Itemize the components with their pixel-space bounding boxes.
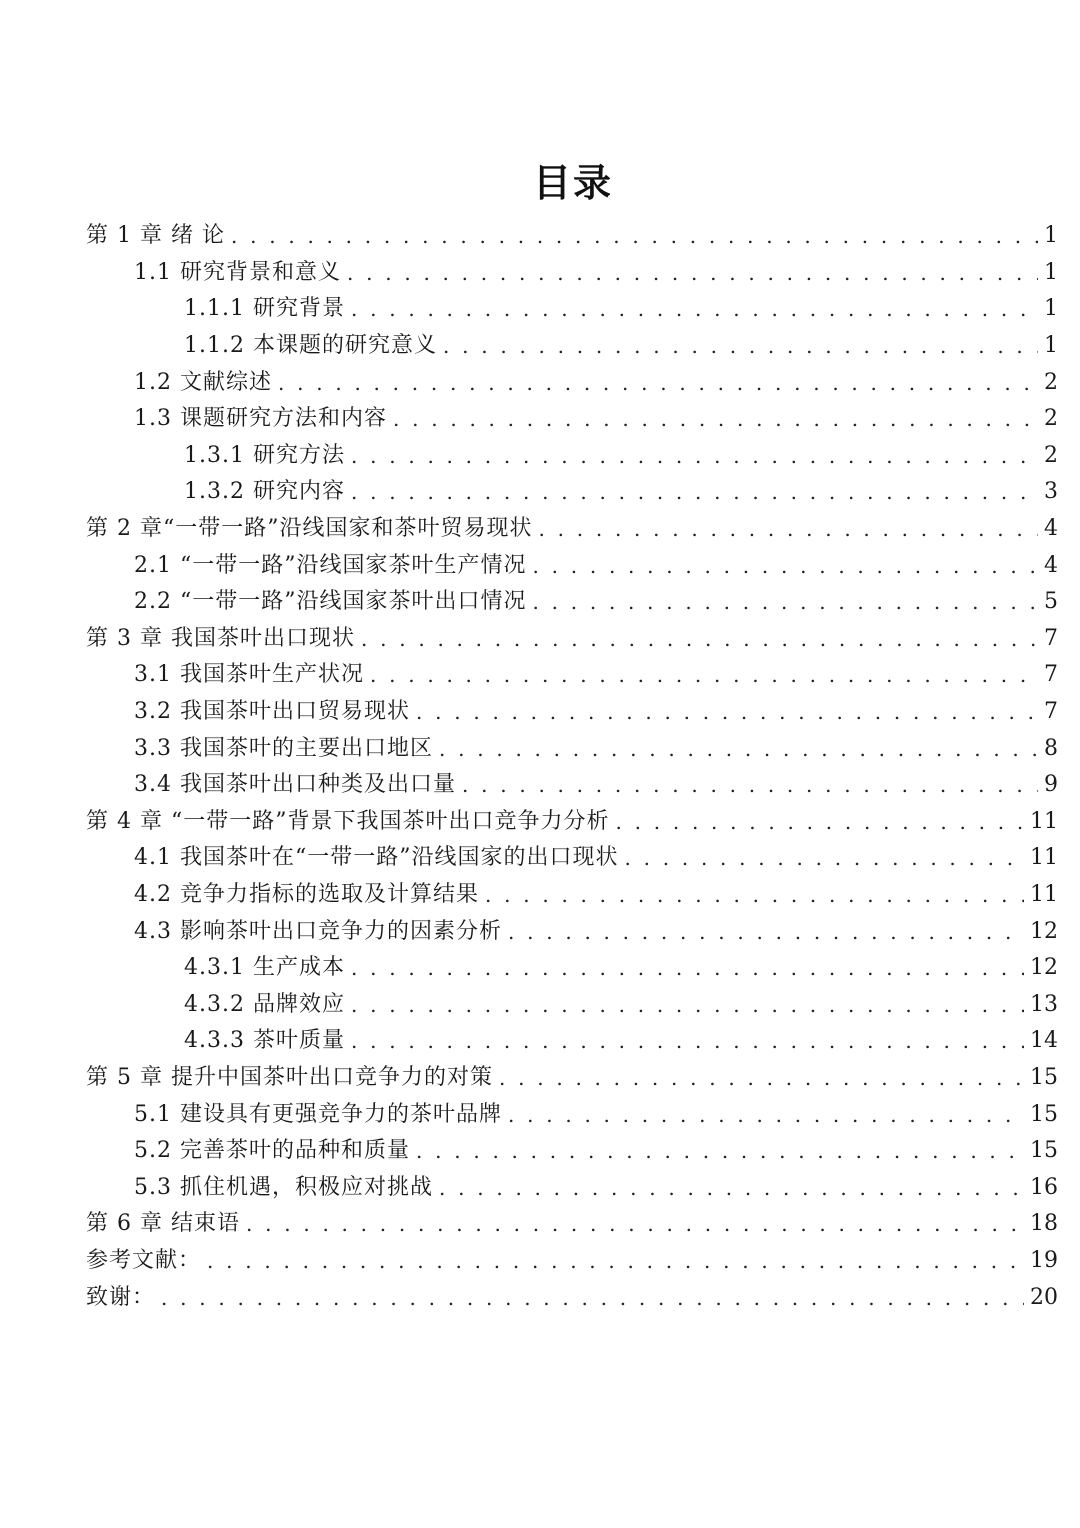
- toc-leader-dots: [499, 1060, 1024, 1096]
- toc-entry[interactable]: [0, 1279, 1080, 1316]
- toc-entry[interactable]: [0, 511, 1080, 548]
- toc-entry-page-number: 9: [1044, 772, 1058, 798]
- toc-leader-dots: [351, 1023, 1024, 1059]
- toc-entry[interactable]: [0, 584, 1080, 621]
- toc-leader-dots: [393, 401, 1038, 437]
- toc-leader-dots: [278, 365, 1038, 401]
- toc-entry-text: 2.2 “一带一路”沿线国家茶叶出口情况: [134, 589, 527, 615]
- toc-entry-text: 1.3 课题研究方法和内容: [134, 406, 387, 432]
- toc-entry-text: 4.3.1 生产成本: [184, 955, 345, 981]
- toc-entry[interactable]: [0, 328, 1080, 365]
- toc-entry-page-number: 14: [1030, 1028, 1058, 1054]
- toc-leader-dots: [532, 548, 1038, 584]
- toc-leader-dots: [161, 1280, 1024, 1316]
- toc-entry-page-number: 12: [1030, 955, 1058, 981]
- toc-leader-dots: [443, 328, 1038, 364]
- toc-leader-dots: [416, 694, 1038, 730]
- toc-leader-dots: [532, 584, 1038, 620]
- toc-entry-text: 1.3.1 研究方法: [184, 442, 345, 468]
- toc-entry[interactable]: [0, 1206, 1080, 1243]
- toc-entry-page-number: 7: [1044, 699, 1058, 725]
- toc-entry-text: 1.1 研究背景和意义: [134, 259, 341, 285]
- toc-entry-page-number: 11: [1030, 881, 1058, 907]
- toc-entry[interactable]: [0, 694, 1080, 731]
- toc-entry-page-number: 11: [1030, 808, 1058, 834]
- toc-entry[interactable]: [0, 218, 1080, 255]
- toc-leader-dots: [462, 767, 1038, 803]
- toc-entry[interactable]: [0, 1060, 1080, 1097]
- toc-leader-dots: [508, 914, 1024, 950]
- toc-entry-text: 1.1.2 本课题的研究意义: [184, 333, 437, 359]
- toc-leader-dots: [370, 657, 1038, 693]
- toc-leader-dots: [485, 877, 1024, 913]
- toc-leader-dots: [207, 1243, 1024, 1279]
- toc-leader-dots: [231, 218, 1038, 254]
- toc-entry-page-number: 2: [1044, 369, 1058, 395]
- toc-entry-text: 1.3.2 研究内容: [184, 479, 345, 505]
- toc-entry[interactable]: [0, 1096, 1080, 1133]
- toc-leader-dots: [351, 438, 1038, 474]
- toc-entry-page-number: 15: [1030, 1101, 1058, 1127]
- toc-leader-dots: [615, 804, 1024, 840]
- toc-entry-page-number: 8: [1044, 735, 1058, 761]
- toc-entry-page-number: 15: [1030, 1138, 1058, 1164]
- toc-entry[interactable]: [0, 364, 1080, 401]
- toc-entry-page-number: 7: [1044, 662, 1058, 688]
- toc-entry-text: 第 1 章 绪 论: [86, 223, 225, 249]
- toc-entry[interactable]: [0, 621, 1080, 658]
- toc-entry-text: 3.4 我国茶叶出口种类及出口量: [134, 772, 456, 798]
- toc-entry[interactable]: [0, 438, 1080, 475]
- toc-entry[interactable]: [0, 986, 1080, 1023]
- toc-entry-text: 1.2 文献综述: [134, 369, 272, 395]
- toc-leader-dots: [351, 987, 1024, 1023]
- toc-entry-page-number: 18: [1030, 1211, 1058, 1237]
- toc-leader-dots: [361, 621, 1038, 657]
- toc-leader-dots: [351, 474, 1038, 510]
- toc-leader-dots: [439, 1170, 1024, 1206]
- toc-entry-page-number: 12: [1030, 918, 1058, 944]
- page-title: 目录: [532, 161, 613, 205]
- toc-entry-page-number: 1: [1044, 223, 1058, 249]
- toc-leader-dots: [508, 1097, 1024, 1133]
- toc-leader-dots: [351, 291, 1038, 327]
- table-of-contents: [0, 218, 1080, 1316]
- toc-entry-page-number: 20: [1030, 1284, 1058, 1310]
- toc-entry[interactable]: [0, 804, 1080, 841]
- toc-entry-page-number: 15: [1030, 1064, 1058, 1090]
- toc-entry[interactable]: [0, 657, 1080, 694]
- toc-entry-text: 4.2 竞争力指标的选取及计算结果: [134, 881, 479, 907]
- toc-entry[interactable]: [0, 950, 1080, 987]
- toc-leader-dots: [439, 731, 1038, 767]
- toc-leader-dots: [416, 1133, 1024, 1169]
- toc-entry-text: 第 3 章 我国茶叶出口现状: [86, 625, 355, 651]
- toc-entry[interactable]: [0, 877, 1080, 914]
- toc-entry-page-number: 19: [1030, 1247, 1058, 1273]
- toc-entry-text: 5.2 完善茶叶的品种和质量: [134, 1138, 410, 1164]
- toc-entry[interactable]: [0, 1169, 1080, 1206]
- toc-entry-page-number: 16: [1030, 1174, 1058, 1200]
- toc-entry[interactable]: [0, 474, 1080, 511]
- toc-entry-text: 1.1.1 研究背景: [184, 296, 345, 322]
- toc-entry-text: 第 2 章“一带一路”沿线国家和茶叶贸易现状: [86, 516, 533, 542]
- toc-entry-text: 3.1 我国茶叶生产状况: [134, 662, 364, 688]
- toc-entry[interactable]: [0, 1243, 1080, 1280]
- toc-entry-text: 5.3 抓住机遇，积极应对挑战: [134, 1174, 433, 1200]
- toc-entry[interactable]: [0, 291, 1080, 328]
- toc-leader-dots: [246, 1206, 1024, 1242]
- toc-entry-text: 5.1 建设具有更强竞争力的茶叶品牌: [134, 1101, 502, 1127]
- toc-entry-text: 3.2 我国茶叶出口贸易现状: [134, 699, 410, 725]
- toc-entry-page-number: 7: [1044, 625, 1058, 651]
- toc-entry-text: 第 4 章 “一带一路”背景下我国茶叶出口竞争力分析: [86, 808, 610, 834]
- toc-entry-page-number: 11: [1030, 845, 1058, 871]
- toc-leader-dots: [351, 950, 1024, 986]
- toc-entry-page-number: 3: [1044, 479, 1058, 505]
- toc-leader-dots: [347, 255, 1038, 291]
- toc-leader-dots: [624, 840, 1024, 876]
- toc-entry[interactable]: [0, 913, 1080, 950]
- toc-entry[interactable]: [0, 840, 1080, 877]
- toc-entry-text: 第 5 章 提升中国茶叶出口竞争力的对策: [86, 1064, 493, 1090]
- toc-entry-text: 第 6 章 结束语: [86, 1211, 240, 1237]
- toc-entry-page-number: 1: [1044, 296, 1058, 322]
- toc-entry[interactable]: [0, 401, 1080, 438]
- toc-entry-text: 4.3.2 品牌效应: [184, 991, 345, 1017]
- toc-entry[interactable]: [0, 547, 1080, 584]
- toc-entry-text: 2.1 “一带一路”沿线国家茶叶生产情况: [134, 552, 527, 578]
- toc-entry-text: 4.3.3 茶叶质量: [184, 1028, 345, 1054]
- toc-leader-dots: [538, 511, 1038, 547]
- toc-entry-text: 4.3 影响茶叶出口竞争力的因素分析: [134, 918, 502, 944]
- toc-entry-text: 4.1 我国茶叶在“一带一路”沿线国家的出口现状: [134, 845, 619, 871]
- toc-entry-page-number: 2: [1044, 406, 1058, 432]
- toc-entry-text: 3.3 我国茶叶的主要出口地区: [134, 735, 433, 761]
- toc-entry-page-number: 1: [1044, 333, 1058, 359]
- toc-entry-page-number: 5: [1044, 589, 1058, 615]
- toc-entry-page-number: 13: [1030, 991, 1058, 1017]
- toc-entry[interactable]: [0, 1133, 1080, 1170]
- toc-entry-text: 参考文献：: [86, 1247, 202, 1273]
- toc-entry[interactable]: [0, 730, 1080, 767]
- toc-entry-page-number: 1: [1044, 259, 1058, 285]
- toc-entry-page-number: 4: [1044, 552, 1058, 578]
- toc-entry[interactable]: [0, 1023, 1080, 1060]
- toc-entry[interactable]: [0, 255, 1080, 292]
- toc-entry-page-number: 2: [1044, 442, 1058, 468]
- toc-entry-text: 致谢：: [86, 1284, 156, 1310]
- toc-entry[interactable]: [0, 767, 1080, 804]
- toc-entry-page-number: 4: [1044, 516, 1058, 542]
